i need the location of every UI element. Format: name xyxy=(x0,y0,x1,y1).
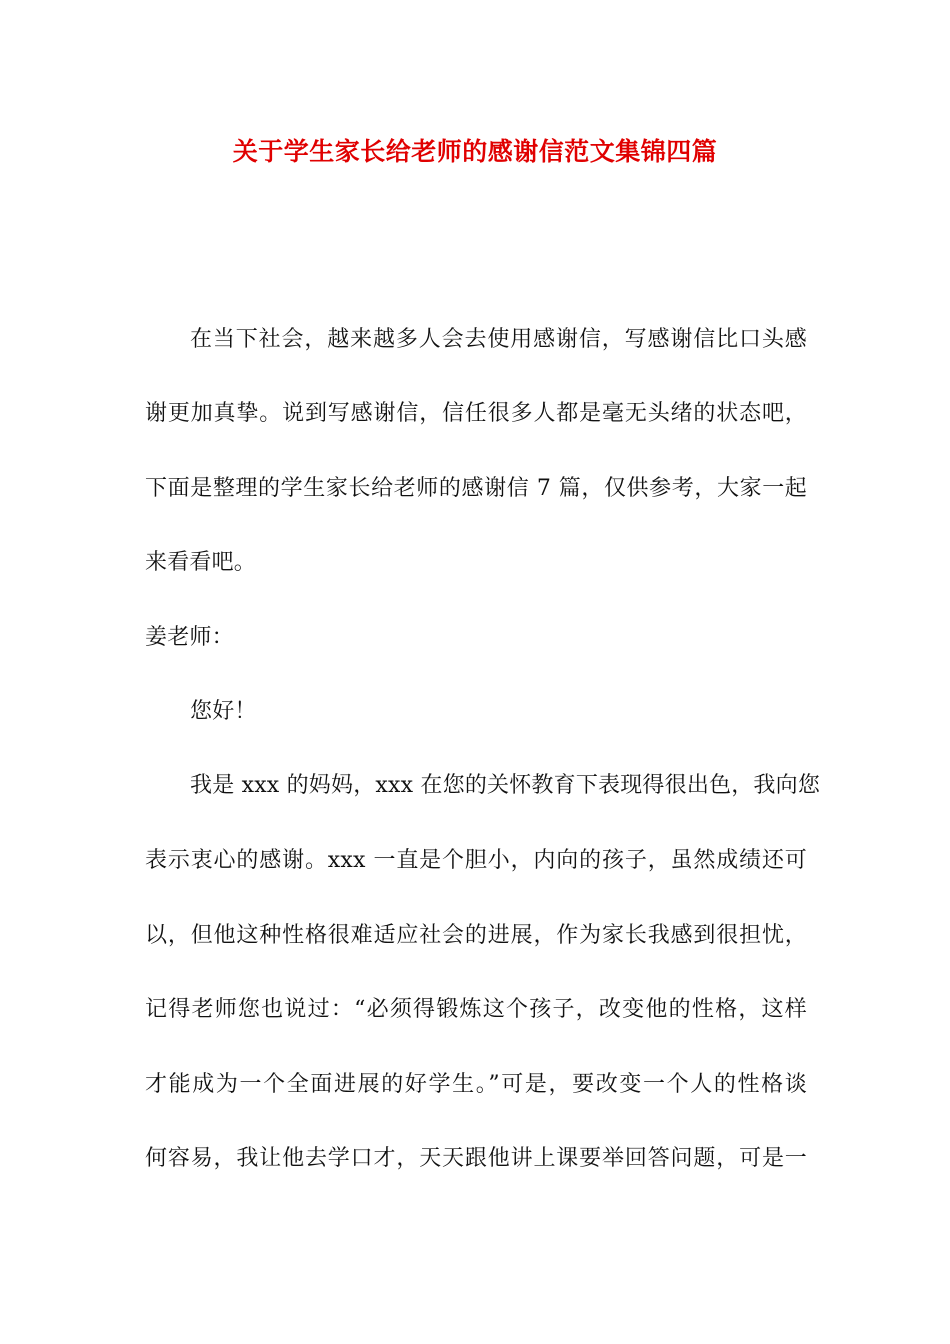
document-title: 关于学生家长给老师的感谢信范文集锦四篇 xyxy=(232,137,718,166)
paragraph-line: 在当下社会，越来越多人会去使用感谢信，写感谢信比口头感 xyxy=(190,327,807,352)
paragraph-line: 来看看吧。 xyxy=(145,550,257,575)
paragraph-line: 才能成为一个全面进展的好学生。”可是，要改变一个人的性格谈 xyxy=(145,1072,807,1097)
paragraph-line: 谢更加真挚。说到写感谢信，信任很多人都是毫无头绪的状态吧， xyxy=(145,401,807,426)
salutation: 姜老师： xyxy=(145,625,234,650)
paragraph-line: 记得老师您也说过：“必须得锻炼这个孩子，改变他的性格，这样 xyxy=(145,997,807,1022)
paragraph-line: 何容易，我让他去学口才，天天跟他讲上课要举回答问题，可是一 xyxy=(145,1146,807,1171)
paragraph-line: 下面是整理的学生家长给老师的感谢信 7 篇，仅供参考，大家一起 xyxy=(145,476,807,501)
greeting: 您好！ xyxy=(190,699,257,724)
paragraph-line: 表示衷心的感谢。xxx 一直是个胆小，内向的孩子，虽然成绩还可 xyxy=(145,848,807,873)
paragraph-line: 我是 xxx 的妈妈，xxx 在您的关怀教育下表现得很出色，我向您 xyxy=(190,773,821,798)
paragraph-line: 以，但他这种性格很难适应社会的进展，作为家长我感到很担忧， xyxy=(145,923,807,948)
